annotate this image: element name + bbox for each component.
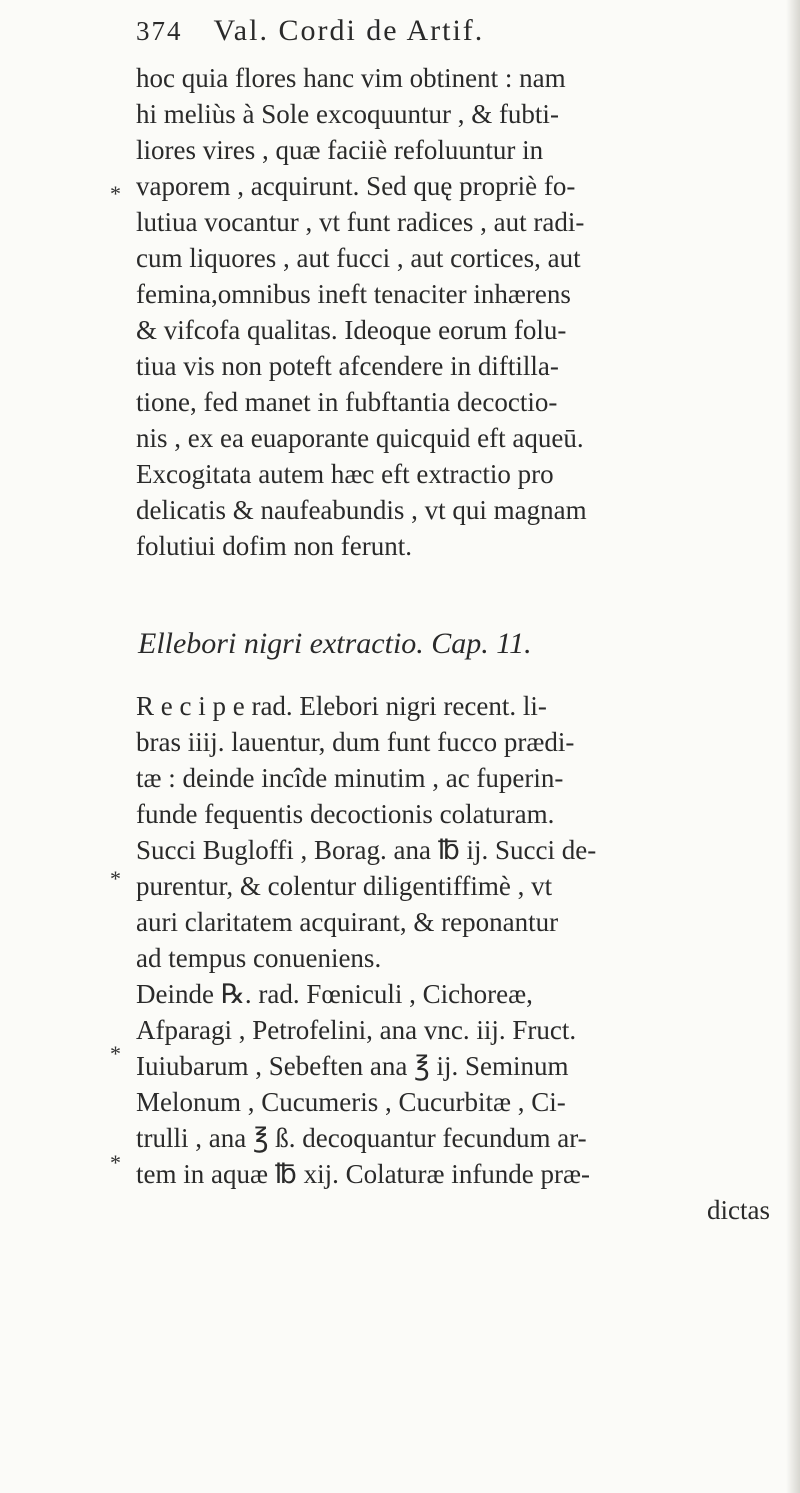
running-header (136, 14, 786, 62)
text-line: folutiui dofim non ferunt. (136, 531, 412, 561)
running-title: Val. Cordi de Artif. (213, 14, 485, 47)
text-line: hoc quia flores hanc vim obtinent : nam (136, 63, 566, 93)
text-line: tem in aquæ ℔ xij. Colaturæ infunde præ- (136, 1159, 591, 1189)
text-line: vaporem , acquirunt. Sed quę propriè fo- (136, 171, 576, 201)
spacer (136, 564, 786, 614)
spacer (136, 674, 786, 688)
catchword: dictas (707, 1195, 770, 1225)
text-line: trulli , ana ℥ ß. decoquantur fecundum ar- (136, 1123, 587, 1153)
text-line: R e c i p e rad. Elebori nigri recent. li- (136, 691, 547, 721)
text-line: bras iiij. lauentur, dum funt fucco prædi- (136, 727, 575, 757)
text-line: tiua vis non poteft afcendere in diftilla- (136, 351, 559, 381)
text-line: auri claritatem acquirant, & reponantur (136, 907, 559, 937)
text-line: lutiua vocantur , vt funt radices , aut radi- (136, 207, 585, 237)
asterisk-mark-icon: * (110, 1041, 121, 1066)
chapter-heading: Ellebori nigri extractio. Cap. 11. (138, 627, 532, 660)
page-body (136, 60, 786, 1228)
page-edge-shadow (786, 0, 800, 1493)
text-line: ad tempus conueniens. (136, 943, 382, 973)
text-line: Afparagi , Petrofelini, ana vnc. iij. Fruct. (136, 1015, 577, 1045)
text-line: femina,omnibus ineft tenaciter inhærens (136, 279, 571, 309)
asterisk-mark-icon: * (110, 1150, 121, 1175)
text-line: Deinde ℞. rad. Fœniculi , Cichoreæ, (136, 979, 533, 1009)
text-line: hi meliùs à Sole excoquuntur , & fubti- (136, 99, 559, 129)
text-line: tione, fed manet in fubftantia decoctio- (136, 387, 558, 417)
text-line: tæ : deinde incîde minutim , ac fuperin- (136, 763, 564, 793)
asterisk-mark-icon: * (110, 181, 121, 206)
text-line: purentur, & colentur diligentiffimè , vt (136, 871, 553, 901)
text-line: & vifcofa qualitas. Ideoque eorum folu- (136, 315, 567, 345)
page-number: 374 (136, 16, 183, 46)
text-line: delicatis & naufeabundis , vt qui magnam (136, 495, 587, 525)
text-line: nis , ex ea euaporante quicquid eft aqueū. (136, 423, 584, 453)
text-line: Iuiubarum , Sebeften ana ℥ ij. Seminum (136, 1051, 569, 1081)
text-line: Succi Bugloffi , Borag. ana ℔ ij. Succi de- (136, 835, 597, 865)
text-line: liores vires , quæ faciiè refoluuntur in (136, 135, 544, 165)
text-line: Excogitata autem hæc eft extractio pro (136, 459, 554, 489)
text-line: Melonum , Cucumeris , Cucurbitæ , Ci- (136, 1087, 566, 1117)
asterisk-mark-icon: * (110, 866, 121, 891)
text-line: cum liquores , aut fucci , aut cortices, aut (136, 243, 581, 273)
text-line: funde fequentis decoctionis colaturam. (136, 799, 555, 829)
